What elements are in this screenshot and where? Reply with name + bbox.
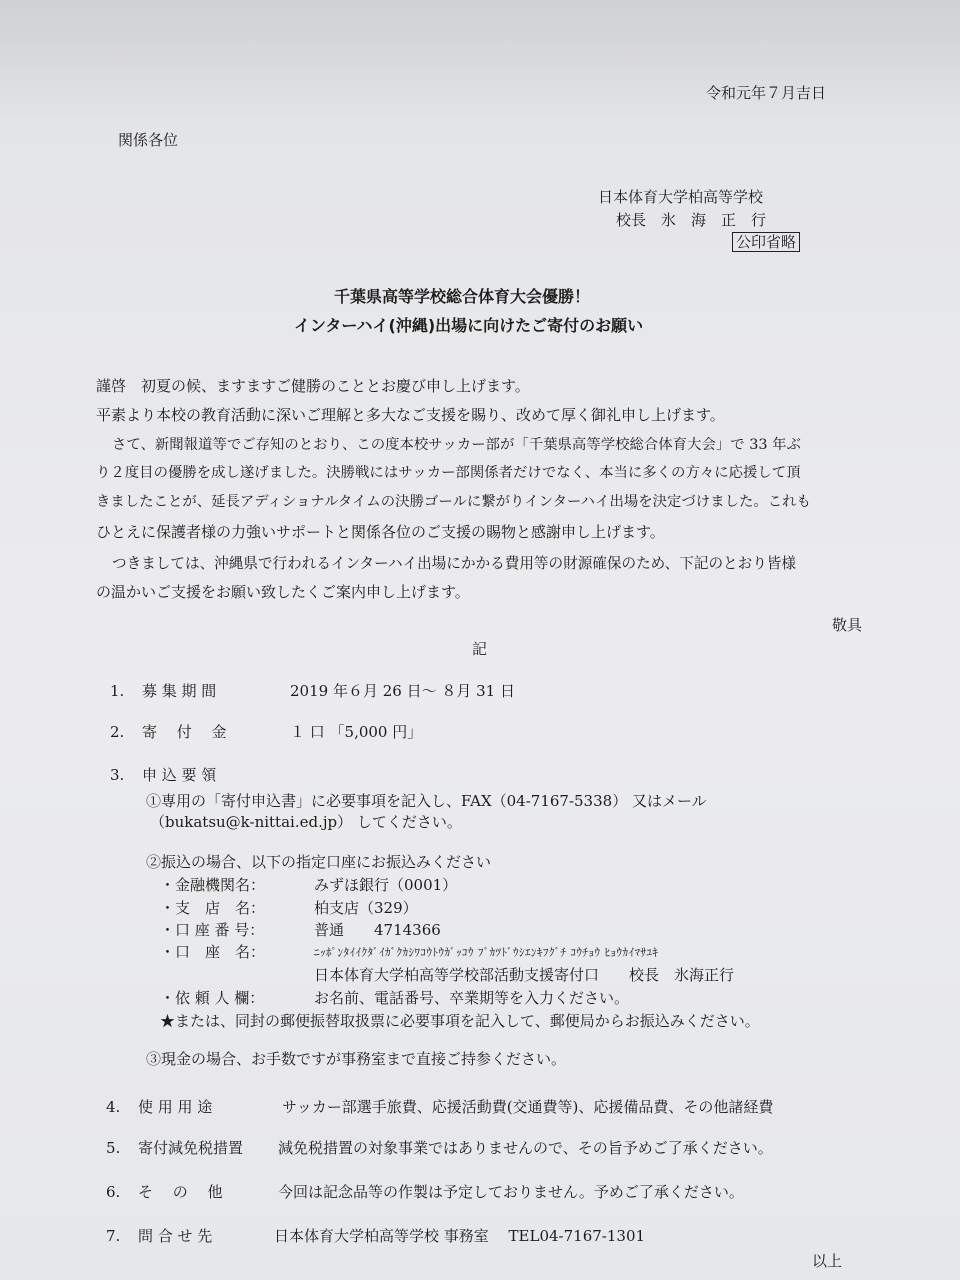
item-number: 7. (106, 1227, 121, 1245)
account-number-value: 普通 4714366 (314, 921, 441, 939)
account-name-label: ・口 座 名： (160, 943, 266, 961)
greeting-paragraph: 謹啓 初夏の候、ますますご健勝のこととお慶び申し上げます。 (96, 377, 530, 395)
account-number-label: ・口 座 番 号： (160, 921, 265, 939)
item-label-application: 申 込 要 領 (142, 766, 217, 784)
item-label-contact: 問 合 せ 先 (138, 1227, 213, 1245)
account-name-kanji: 日本体育大学柏高等学校部活動支援寄付口 校長 氷海正行 (314, 966, 735, 984)
item-value-donation: １ 口 「5,000 円」 (290, 723, 423, 741)
item-label-tax: 寄付減免税措置 (138, 1139, 244, 1157)
principal-name: 校長 氷 海 正 行 (616, 211, 767, 229)
item-number: 3. (110, 766, 125, 784)
ki-heading: 記 (472, 640, 488, 658)
item-value-tax: 減免税措置の対象事業ではありませんので、その旨予めご了承ください。 (278, 1139, 773, 1157)
application-method-1: ①専用の「寄付申込書」に必要事項を記入し、FAX（04-7167-5338） 又はメール (146, 792, 707, 810)
account-name-kana: ﾆｯﾎﾟﾝﾀｲｲｸﾀﾞｲｶﾞｸｶｼﾜｺｳﾄｳｶﾞｯｺｳ ﾌﾞｶﾂﾄﾞｳｼｴﾝｷﾌｸﾞﾁ ｺｳﾁｮｳ ﾋｮｳｶｲﾏｻﾕｷ (314, 946, 659, 959)
document-title: 千葉県高等学校総合体育大会優勝！ (334, 287, 591, 306)
item-number: 2. (110, 723, 125, 741)
school-name: 日本体育大学柏高等学校 (598, 188, 764, 206)
branch-label: ・支 店 名： (160, 899, 266, 917)
closing-keigu: 敬具 (832, 616, 863, 634)
postal-transfer-note: ★または、同封の郵便振替取扱票に必要事項を記入して、郵便局からお振込みください。 (160, 1012, 760, 1030)
item-value-period: 2019 年６月 26 日～ ８月 31 日 (290, 682, 515, 700)
requester-label: ・依 頼 人 欄： (160, 989, 265, 1007)
item-label-other: そ の 他 (138, 1183, 223, 1201)
bank-value: みずほ銀行（0001） (314, 876, 458, 894)
bank-label: ・金融機関名： (160, 876, 266, 894)
item-value-usage: サッカー部選手旅費、応援活動費(交通費等)、応援備品費、その他諸経費 (282, 1098, 774, 1116)
item-number: 1. (110, 682, 125, 700)
application-method-3: ③現金の場合、お手数ですが事務室まで直接ご持参ください。 (146, 1050, 567, 1068)
body-line: きましたことが、延長アディショナルタイムの決勝ゴールに繋がりインターハイ出場を決定づけました。これも (96, 494, 811, 510)
thanks-paragraph: 平素より本校の教育活動に深いご理解と多大なご支援を賜り、改めて厚く御礼申し上げます。 (96, 406, 725, 424)
date: 令和元年７月吉日 (706, 84, 827, 102)
body-line: つきましては、沖縄県で行われるインターハイ出場にかかる費用等の財源確保のため、下記のとおり皆様 (112, 555, 797, 572)
seal-omitted-note: 公印省略 (732, 232, 800, 252)
application-method-2: ②振込の場合、以下の指定口座にお振込みください (146, 853, 492, 871)
document-subtitle: インターハイ(沖縄)出場に向けたご寄付のお願い (294, 316, 644, 335)
branch-value: 柏支店（329） (314, 899, 418, 917)
application-method-1-email: （bukatsu@k-nittai.ed.jp） してください。 (150, 813, 462, 831)
item-number: 5. (106, 1139, 121, 1157)
body-line: の温かいご支援をお願い致したくご案内申し上げます。 (96, 583, 470, 601)
body-line: ひとえに保護者様の力強いサポートと関係各位のご支援の賜物と感謝申し上げます。 (96, 523, 665, 541)
body-line: り２度目の優勝を成し遂げました。決勝戦にはサッカー部関係者だけでなく、本当に多くの方々に応援して頂 (96, 465, 801, 481)
requester-value: お名前、電話番号、卒業期等を入力ください。 (314, 989, 630, 1007)
item-number: 4. (106, 1098, 121, 1116)
item-label-period: 募 集 期 間 (142, 682, 217, 700)
document-end: 以上 (812, 1252, 843, 1270)
item-number: 6. (106, 1183, 121, 1201)
item-label-donation: 寄 付 金 (142, 723, 227, 741)
item-value-contact: 日本体育大学柏高等学校 事務室 TEL04-7167-1301 (274, 1227, 646, 1245)
item-label-usage: 使 用 用 途 (138, 1098, 213, 1116)
item-value-other: 今回は記念品等の作製は予定しておりません。予めご了承ください。 (278, 1183, 744, 1201)
body-line: さて、新聞報道等でご存知のとおり、この度本校サッカー部が「千葉県高等学校総合体育大会」で 33 年ぶ (112, 437, 801, 453)
addressee: 関係各位 (118, 131, 179, 149)
